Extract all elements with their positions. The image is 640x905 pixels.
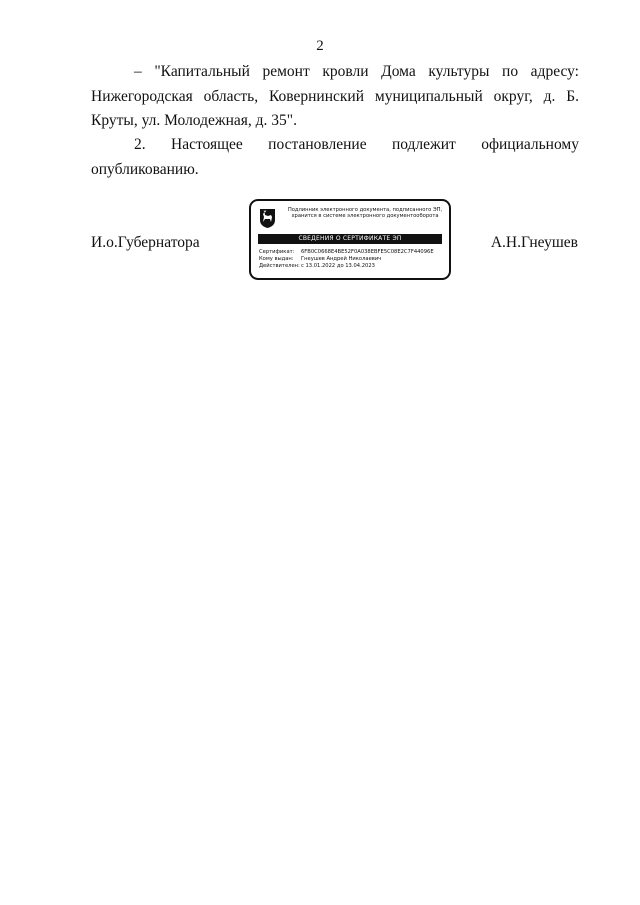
electronic-signature-stamp — [249, 199, 451, 280]
issued-to-label: Кому выдан: — [259, 256, 294, 263]
stamp-notice: Подлинник электронного документа, подписанного ЭП, хранится в системе электронного документооборота — [287, 207, 443, 220]
nizhny-novgorod-coat-of-arms-icon — [259, 208, 276, 229]
page-number: 2 — [316, 38, 324, 54]
certificate-label: Сертификат: — [259, 249, 295, 255]
clause-number: 2. — [134, 136, 146, 153]
validity-row — [259, 263, 447, 270]
validity-value: с 13.01.2022 до 13.04.2023 — [301, 263, 375, 270]
issued-to-value: Гнеушев Андрей Николаевич — [301, 256, 382, 263]
publication-clause-paragraph — [91, 133, 579, 182]
item-text: "Капитальный ремонт кровли Дома культуры по адресу: Нижегородская область, Ковернинский муниципальный округ, д. Б. Круты, ул. Молодежная, д. 35". — [91, 63, 579, 129]
item-dash: – — [134, 63, 142, 80]
certificate-details — [259, 249, 447, 271]
certificate-value: 6FB0C0668E4BE52F0A038EBFE5C08E2C7F44096E — [301, 249, 434, 255]
validity-label: Действителен: — [259, 263, 300, 270]
stamp-header: СВЕДЕНИЯ О СЕРТИФИКАТЕ ЭП — [258, 234, 442, 244]
signatory-position: И.о.Губернатора — [91, 234, 200, 251]
project-item-paragraph — [91, 60, 579, 134]
clause-text: Настоящее постановление подлежит официальному опубликованию. — [91, 136, 579, 178]
signatory-name: А.Н.Гнеушев — [490, 234, 578, 251]
